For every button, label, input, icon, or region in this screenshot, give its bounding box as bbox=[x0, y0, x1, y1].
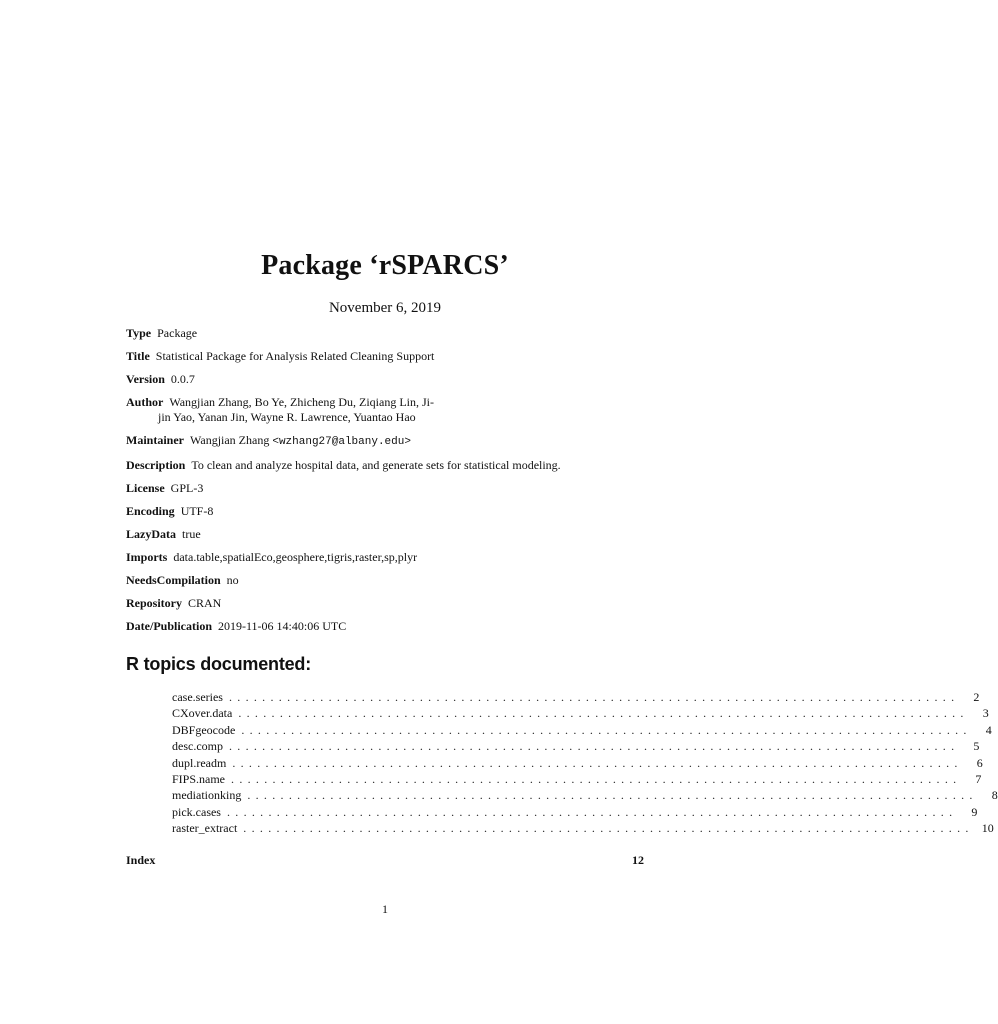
field-key: License bbox=[126, 481, 165, 495]
index-page[interactable]: 12 bbox=[632, 853, 644, 867]
toc-entry-page[interactable]: 4 bbox=[985, 722, 992, 737]
toc-leader-dots: ........................................................................................ bbox=[238, 706, 969, 721]
toc-leader-dots: ........................................................................................ bbox=[232, 755, 963, 770]
field-value: Wangjian Zhang bbox=[190, 433, 270, 447]
toc-leader-dots: ........................................................................................ bbox=[226, 804, 958, 819]
toc-entry[interactable] bbox=[172, 739, 980, 755]
field-key: Type bbox=[126, 326, 152, 340]
toc-entry[interactable] bbox=[172, 771, 982, 788]
package-date: November 6, 2019 bbox=[328, 300, 442, 316]
toc-entry-name[interactable]: raster_extract bbox=[172, 821, 238, 836]
toc-entry-name[interactable]: pick.cases bbox=[172, 804, 221, 819]
toc-entry[interactable] bbox=[172, 804, 978, 821]
field-value: no bbox=[226, 573, 239, 587]
field-value: true bbox=[182, 527, 201, 541]
field-value: GPL-3 bbox=[170, 481, 204, 495]
field-key: NeedsCompilation bbox=[126, 573, 221, 587]
toc-entry-name[interactable]: dupl.readm bbox=[172, 755, 227, 770]
toc-leader-dots: ........................................................................................ bbox=[228, 739, 960, 754]
field-value: UTF-8 bbox=[180, 504, 214, 518]
toc-entry-name[interactable]: DBFgeocode bbox=[172, 722, 236, 737]
toc-entry[interactable] bbox=[172, 690, 980, 706]
field-key: Date/Publication bbox=[126, 619, 212, 633]
field-value: data.table,spatialEco,geosphere,tigris,raster,sp,plyr bbox=[173, 550, 418, 564]
toc-entry-name[interactable]: mediationking bbox=[172, 788, 242, 803]
field-repository bbox=[126, 596, 646, 611]
toc-entry-page[interactable]: 9 bbox=[971, 804, 978, 819]
field-key: Title bbox=[126, 349, 150, 363]
field-encoding bbox=[126, 504, 646, 519]
toc-entry-name[interactable]: case.series bbox=[172, 690, 223, 704]
field-key: Description bbox=[126, 458, 186, 472]
field-maintainer bbox=[126, 433, 646, 450]
field-value-continued: jin Yao, Yanan Jin, Wayne R. Lawrence, Yuantao Hao bbox=[158, 410, 416, 424]
field-title bbox=[126, 349, 646, 364]
field-imports bbox=[126, 550, 646, 565]
toc-leader-dots: ........................................................................................ bbox=[243, 821, 974, 836]
field-license bbox=[126, 481, 646, 496]
field-key: Version bbox=[126, 372, 165, 386]
field-needscompilation bbox=[126, 573, 646, 588]
toc-entry[interactable] bbox=[172, 821, 994, 837]
toc-entry-name[interactable]: desc.comp bbox=[172, 739, 223, 754]
toc-entry-name[interactable]: CXover.data bbox=[172, 706, 233, 721]
toc-entry-page[interactable]: 8 bbox=[991, 788, 998, 803]
field-author bbox=[126, 395, 646, 425]
toc-entry[interactable] bbox=[172, 788, 998, 804]
field-value: 2019-11-06 14:40:06 UTC bbox=[218, 619, 347, 633]
field-key: Repository bbox=[126, 596, 182, 610]
toc-leader-dots: ........................................................................................ bbox=[231, 771, 962, 786]
toc-leader-dots: ........................................................................................ bbox=[247, 788, 978, 803]
description-fields bbox=[126, 326, 646, 642]
field-key: Maintainer bbox=[126, 433, 184, 447]
toc-entry-page[interactable]: 7 bbox=[975, 771, 982, 786]
field-key: Encoding bbox=[126, 504, 175, 518]
field-key: Author bbox=[126, 395, 164, 409]
field-lazydata bbox=[126, 527, 646, 542]
field-value: To clean and analyze hospital data, and generate sets for statistical modeling. bbox=[191, 458, 561, 472]
toc-entry[interactable] bbox=[172, 755, 983, 772]
toc-entry-page[interactable]: 6 bbox=[976, 755, 983, 770]
field-description bbox=[126, 458, 646, 473]
index-label[interactable]: Index bbox=[126, 853, 156, 867]
toc-entry-page[interactable]: 10 bbox=[981, 821, 994, 836]
field-value: Package bbox=[157, 326, 198, 340]
field-value: 0.0.7 bbox=[170, 372, 195, 386]
field-value: CRAN bbox=[188, 596, 222, 610]
field-value: Statistical Package for Analysis Related Cleaning Support bbox=[155, 349, 435, 363]
page-number: 1 bbox=[382, 902, 388, 916]
field-type bbox=[126, 326, 646, 341]
field-value: Wangjian Zhang, Bo Ye, Zhicheng Du, Ziqiang Lin, Ji- bbox=[169, 395, 435, 409]
toc-entry[interactable] bbox=[172, 706, 989, 722]
toc-leader-dots: ........................................................................................ bbox=[241, 722, 972, 737]
field-version bbox=[126, 372, 646, 387]
field-key: Imports bbox=[126, 550, 168, 564]
maintainer-email: <wzhang27@albany.edu> bbox=[272, 436, 411, 448]
toc-leader-dots: ........................................................................................ bbox=[228, 690, 960, 704]
toc-entry-page[interactable]: 2 bbox=[973, 690, 980, 704]
toc-entry[interactable] bbox=[172, 722, 992, 739]
field-key: LazyData bbox=[126, 527, 176, 541]
toc-entry-name[interactable]: FIPS.name bbox=[172, 771, 226, 786]
toc-entry-page[interactable]: 3 bbox=[982, 706, 989, 721]
package-title: Package ‘rSPARCS’ bbox=[261, 250, 509, 281]
index-entry[interactable] bbox=[126, 853, 644, 868]
toc-entry-page[interactable]: 5 bbox=[973, 739, 980, 754]
toc-heading: R topics documented: bbox=[126, 654, 312, 674]
table-of-contents bbox=[172, 690, 998, 838]
field-date-publication bbox=[126, 619, 646, 634]
